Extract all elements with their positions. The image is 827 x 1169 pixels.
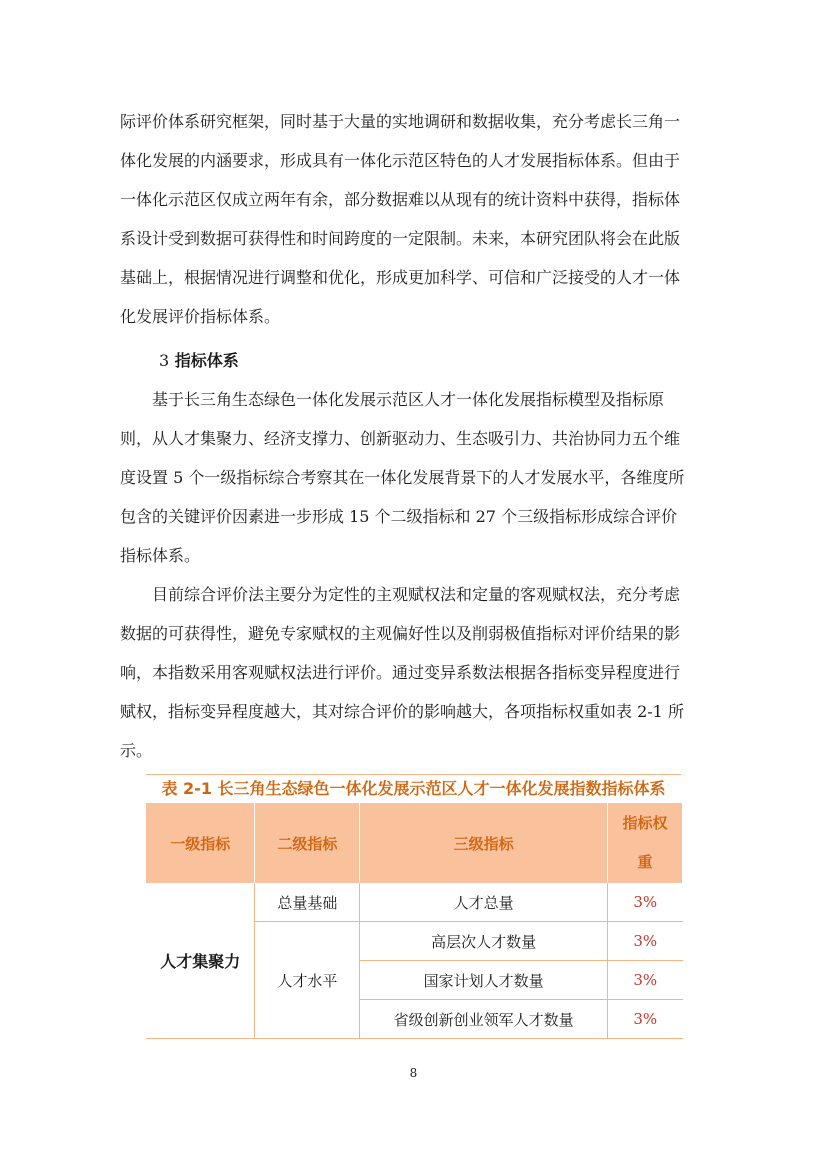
cell-level3: 国家计划人才数量 [360, 961, 608, 1000]
indicator-table [146, 803, 683, 1039]
header-weight-line1: 指标权 [622, 814, 668, 832]
cell-level2: 总量基础 [255, 883, 360, 922]
text-line: 指标体系。 [120, 546, 201, 565]
table-title: 表 2-1 长三角生态绿色一体化发展示范区人才一体化发展指数指标体系 [146, 774, 681, 803]
table-row [146, 883, 683, 922]
text-line: 基于长三角生态绿色一体化发展示范区人才一体化发展指标模型及指标原 [120, 390, 665, 409]
cell-weight: 3% [608, 922, 683, 961]
header-level3: 三级指标 [360, 803, 608, 883]
cell-weight: 3% [608, 883, 683, 922]
section-heading [159, 341, 239, 380]
text-line: 则，从人才集聚力、经济支撑力、创新驱动力、生态吸引力、共治协同力五个维 [120, 429, 681, 448]
text-line: 基础上，根据情况进行调整和优化，形成更加科学、可信和广泛接受的人才一体 [120, 268, 681, 287]
cell-level3: 高层次人才数量 [360, 922, 608, 961]
text-line: 示。 [120, 741, 153, 760]
paragraph-weighting-method [120, 575, 703, 770]
text-line: 度设置 5 个一级指标综合考察其在一体化发展背景下的人才发展水平，各维度所 [120, 468, 685, 487]
text-line: 一体化示范区仅成立两年有余，部分数据难以从现有的统计资料中获得，指标体 [120, 190, 681, 209]
section-title: 指标体系 [174, 351, 239, 370]
cell-weight: 3% [608, 961, 683, 1000]
header-level2: 二级指标 [255, 803, 360, 883]
header-level1: 一级指标 [146, 803, 255, 883]
cell-level3: 省级创新创业领军人才数量 [360, 1000, 608, 1039]
page-number: 8 [409, 1066, 418, 1080]
cell-weight: 3% [608, 1000, 683, 1039]
cell-level1: 人才集聚力 [146, 883, 255, 1039]
text-line: 化发展评价指标体系。 [120, 307, 281, 326]
cell-level2: 人才水平 [255, 922, 360, 1039]
text-line: 际评价体系研究框架，同时基于大量的实地调研和数据收集，充分考虑长三角一 [120, 112, 681, 131]
text-line: 包含的关键评价因素进一步形成 15 个二级指标和 27 个三级指标形成综合评价 [120, 507, 678, 526]
paragraph-intro [120, 102, 703, 336]
text-line: 体化发展的内涵要求，形成具有一体化示范区特色的人才发展指标体系。但由于 [120, 151, 681, 170]
section-number: 3 [159, 351, 170, 370]
text-line: 赋权，指标变异程度越大，其对综合评价的影响越大，各项指标权重如表 2-1 所 [120, 702, 684, 721]
table-header-row [146, 803, 683, 883]
paragraph-indicator-model [120, 380, 703, 575]
text-line: 系设计受到数据可获得性和时间跨度的一定限制。未来，本研究团队将会在此版 [120, 229, 681, 248]
text-line: 目前综合评价法主要分为定性的主观赋权法和定量的客观赋权法，充分考虑 [120, 585, 681, 604]
cell-level3: 人才总量 [360, 883, 608, 922]
header-weight-line2: 重 [637, 853, 653, 871]
text-line: 响，本指数采用客观赋权法进行评价。通过变异系数法根据各指标变异程度进行 [120, 663, 681, 682]
header-weight [608, 803, 683, 883]
text-line: 数据的可获得性，避免专家赋权的主观偏好性以及削弱极值指标对评价结果的影 [120, 624, 681, 643]
